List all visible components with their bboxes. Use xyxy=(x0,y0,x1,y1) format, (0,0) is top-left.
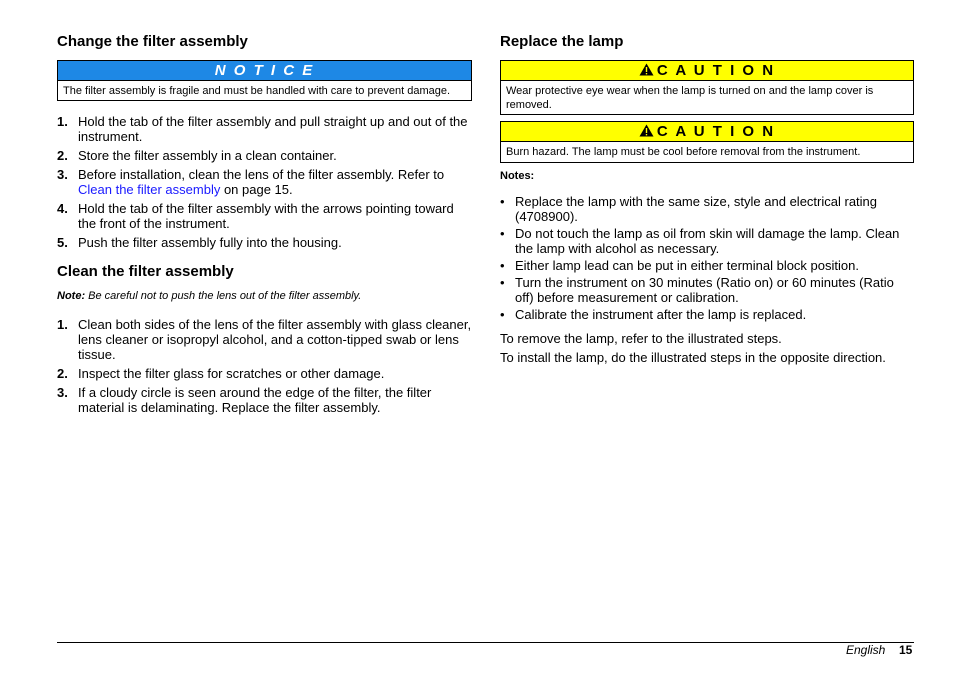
list-item: • Replace the lamp with the same size, style and electrical rating (4708900). xyxy=(500,194,878,224)
list-item: • Calibrate the instrument after the lamp is replaced. xyxy=(500,307,807,322)
list-item: 1. Clean both sides of the lens of the filter assembly with glass cleaner, lens cleaner or isopropyl alcohol, and a cotton-tipped swab or lens tissue. xyxy=(57,317,472,362)
section-title-replace-lamp: Replace the lamp xyxy=(500,33,624,50)
list-item: 3. Before installation, clean the lens of the filter assembly. Refer to Clean the filter assembly on page 15. xyxy=(57,167,445,197)
notice-heading: N O T I C E xyxy=(58,61,471,81)
caution-heading: C A U T I O N xyxy=(501,61,913,81)
warning-icon xyxy=(639,63,654,76)
list-item: 4. Hold the tab of the filter assembly with the arrows pointing toward the front of the instrument. xyxy=(57,201,454,231)
clean-filter-link[interactable]: Clean the filter assembly xyxy=(78,182,221,197)
caution-text-eyewear: Wear protective eye wear when the lamp is turned on and the lamp cover is removed. xyxy=(506,85,874,111)
page-number: 15 xyxy=(899,643,913,657)
clean-note: Note: Be careful not to push the lens out of the filter assembly. xyxy=(57,290,362,302)
list-item: 1. Hold the tab of the filter assembly and pull straight up and out of the instrument. xyxy=(57,114,468,144)
list-item: 2. Store the filter assembly in a clean container. xyxy=(57,148,337,163)
list-item: • Do not touch the lamp as oil from skin will damage the lamp. Clean the lamp with alcohol as necessary. xyxy=(500,226,900,256)
list-item: 3. If a cloudy circle is seen around the edge of the filter, the filter material is delaminating. Replace the filter assembly. xyxy=(57,385,432,415)
notice-text: The filter assembly is fragile and must be handled with care to prevent damage. xyxy=(63,85,451,97)
list-item: 5. Push the filter assembly fully into the housing. xyxy=(57,235,342,250)
install-lamp-text: To install the lamp, do the illustrated steps in the opposite direction. xyxy=(500,350,886,365)
footer-divider xyxy=(57,642,914,643)
section-title-change-filter: Change the filter assembly xyxy=(57,33,248,50)
filter-steps-list xyxy=(57,114,472,254)
caution-box-burn xyxy=(500,121,914,163)
notice-box xyxy=(57,60,472,101)
caution-text-burn: Burn hazard. The lamp must be cool before removal from the instrument. xyxy=(506,146,861,158)
warning-icon xyxy=(639,124,654,137)
list-item: 2. Inspect the filter glass for scratches or other damage. xyxy=(57,366,385,381)
remove-lamp-text: To remove the lamp, refer to the illustrated steps. xyxy=(500,331,782,346)
footer-language: English xyxy=(846,643,886,657)
clean-steps-list xyxy=(57,317,472,419)
list-item: • Turn the instrument on 30 minutes (Ratio on) or 60 minutes (Ratio off) before measurement or calibration. xyxy=(500,275,894,305)
notes-label: Notes: xyxy=(500,170,535,182)
caution-box-eyewear xyxy=(500,60,914,115)
lamp-notes-list xyxy=(500,194,914,324)
section-title-clean-filter: Clean the filter assembly xyxy=(57,263,234,280)
list-item: • Either lamp lead can be put in either terminal block position. xyxy=(500,258,859,273)
caution-heading: C A U T I O N xyxy=(501,122,913,142)
